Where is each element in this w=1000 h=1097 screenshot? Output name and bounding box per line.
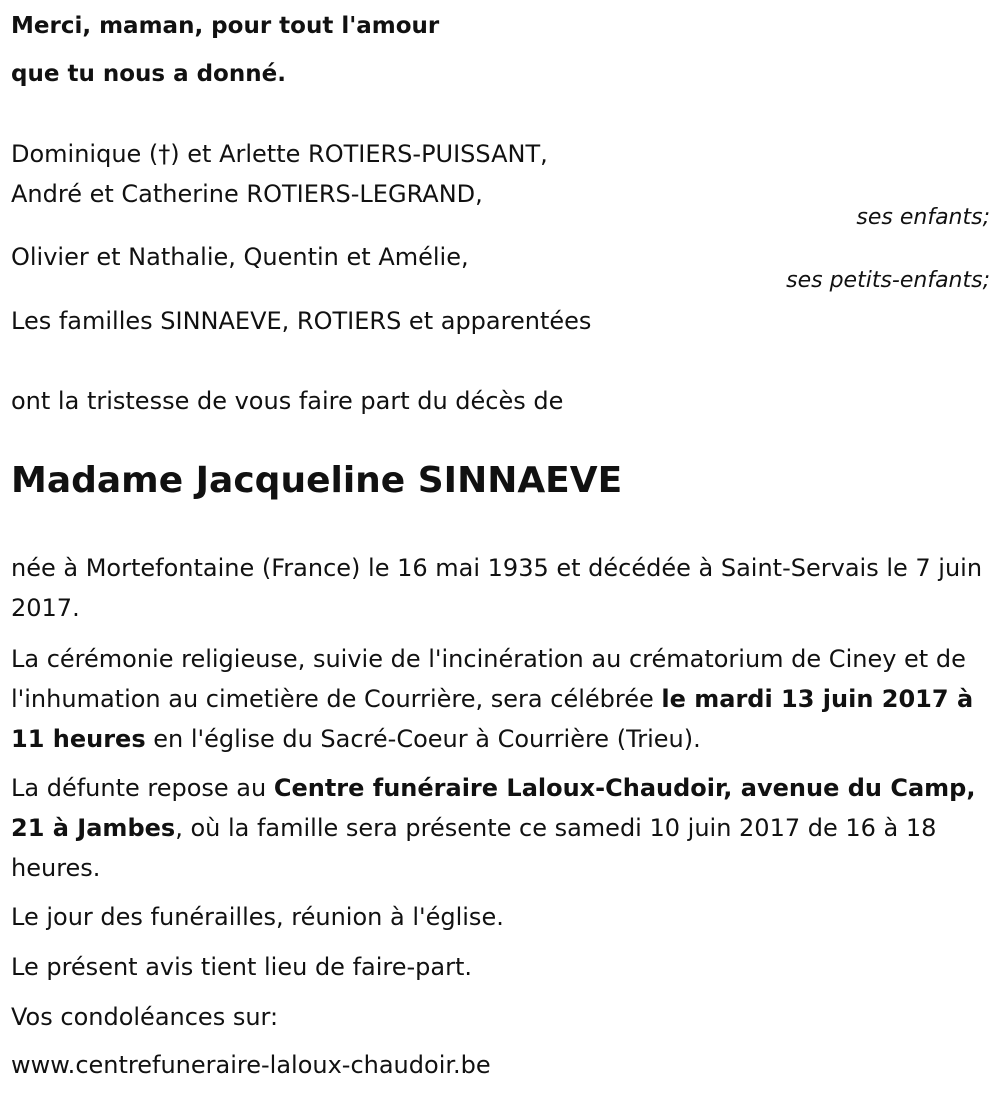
ceremony-paragraph <box>11 639 986 759</box>
website-link[interactable]: www.centrefuneraire-laloux-chaudoir.be <box>11 1051 491 1079</box>
children-role: ses enfants; <box>856 205 990 230</box>
repose-paragraph <box>11 768 986 888</box>
grandchildren-line: Olivier et Nathalie, Quentin et Amélie, <box>11 243 469 271</box>
deceased-name: Madame Jacqueline SINNAEVE <box>11 460 623 501</box>
motto-line-1: Merci, maman, pour tout l'amour <box>11 13 440 39</box>
ceremony-text-before: La cérémonie religieuse, suivie de l'incinération au crématorium de Ciney et de l'inhumation au cimetière de Courrière, sera célébrée <box>11 645 966 713</box>
motto-line-2: que tu nous a donné. <box>11 61 286 87</box>
condolences-label: Vos condoléances sur: <box>11 1003 279 1031</box>
repose-text-before: La défunte repose au <box>11 774 274 802</box>
children-line-1: Dominique (†) et Arlette ROTIERS-PUISSANT, <box>11 140 548 168</box>
ceremony-text-after: en l'église du Sacré-Coeur à Courrière (Trieu). <box>145 725 701 753</box>
repose-place: Centre funéraire Laloux-Chaudoir, avenue du Camp, 21 à Jambes <box>11 774 976 842</box>
announcement-text: ont la tristesse de vous faire part du décès de <box>11 387 564 415</box>
children-line-2: André et Catherine ROTIERS-LEGRAND, <box>11 180 483 208</box>
birth-death-paragraph: née à Mortefontaine (France) le 16 mai 1935 et décédée à Saint-Servais le 7 juin 2017. <box>11 554 983 622</box>
repose-text-after: , où la famille sera présente ce samedi 10 juin 2017 de 16 à 18 heures. <box>11 814 937 882</box>
grandchildren-role: ses petits-enfants; <box>786 268 990 293</box>
ceremony-date: le mardi 13 juin 2017 à 11 heures <box>11 685 974 753</box>
funeral-day-text: Le jour des funérailles, réunion à l'église. <box>11 903 504 931</box>
notice-text: Le présent avis tient lieu de faire-part. <box>11 953 473 981</box>
relatives-line: Les familles SINNAEVE, ROTIERS et apparentées <box>11 307 592 335</box>
